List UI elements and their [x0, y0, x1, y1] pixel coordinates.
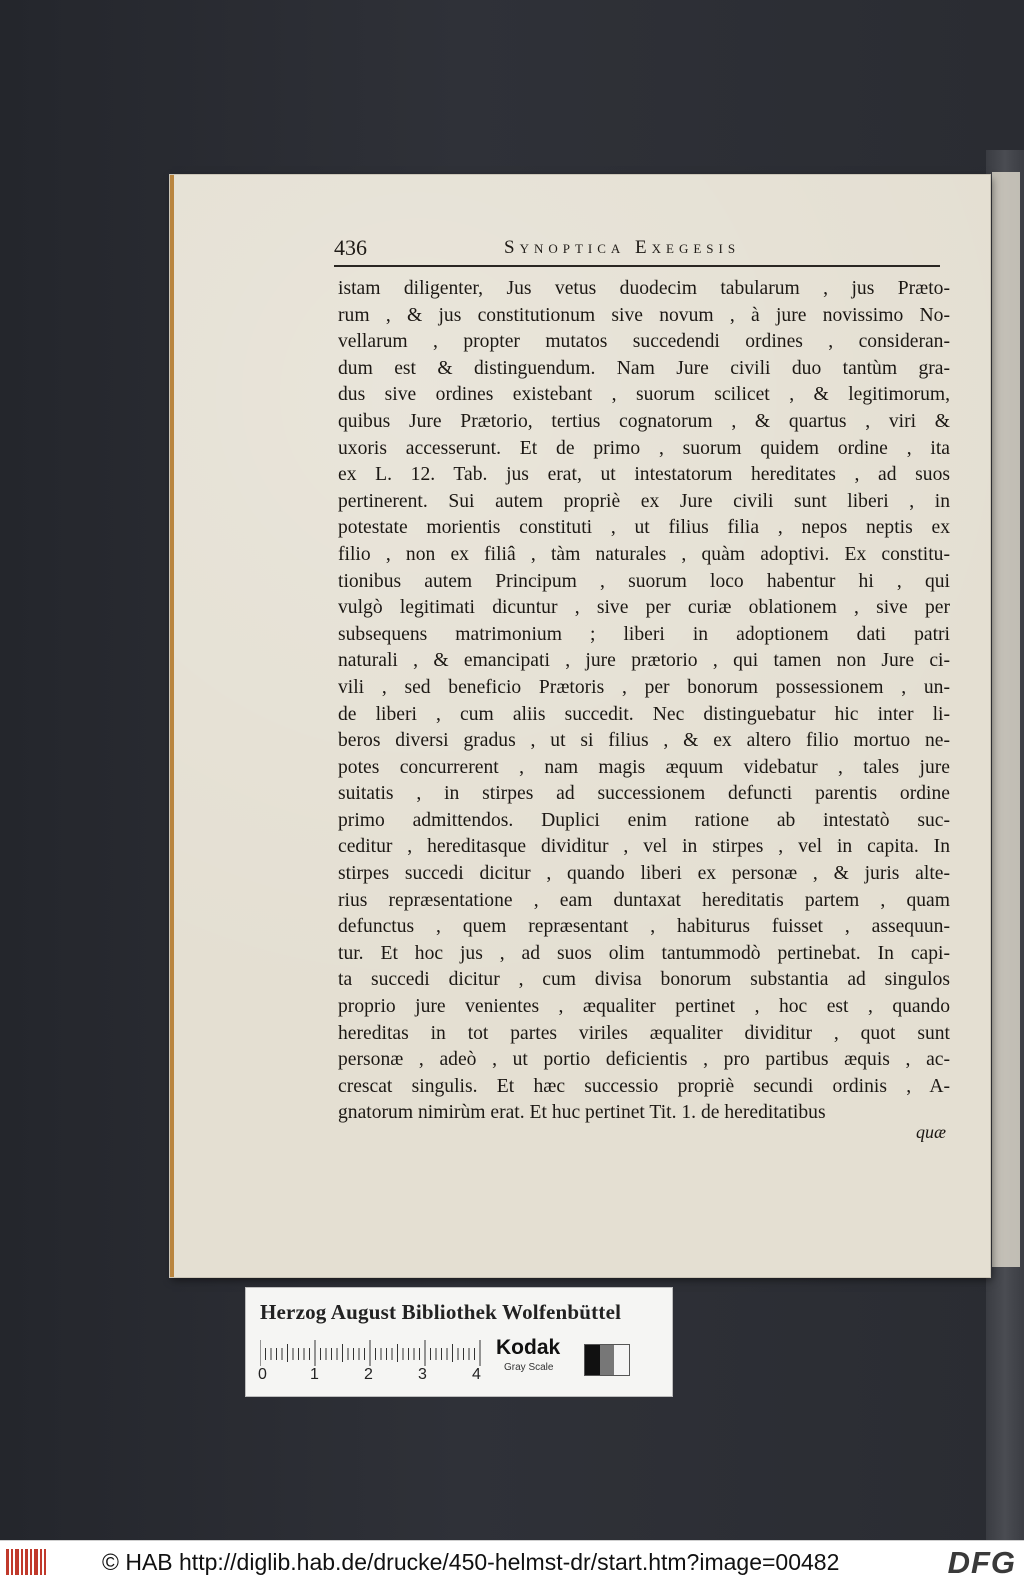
text-line: ex L. 12. Tab. jus erat, ut intestatorum hereditates , ad suos: [338, 464, 950, 486]
text-line: vellarum , propter mutatos succedendi ordines , consideran-: [338, 331, 950, 353]
text-line: ta succedi dicitur , cum divisa bonorum substantia ad singulos: [338, 969, 950, 991]
text-line: dum est & distinguendum. Nam Jure civili duo tantùm gra-: [338, 357, 950, 379]
ruler-numbers: [260, 1366, 520, 1386]
text-line: pertinerent. Sui autem propriè ex Jure civili sunt liberi , in: [338, 490, 950, 512]
ruler-number: 3: [418, 1366, 427, 1383]
text-line: filio , non ex filiâ , tàm naturales , quàm adoptivi. Ex constitu-: [338, 543, 950, 565]
text-line: gnatorum nimirùm erat. Et huc pertinet Tit. 1. de hereditatibus: [338, 1102, 826, 1124]
running-head: [334, 235, 940, 267]
ruler-number: 2: [364, 1366, 373, 1383]
text-line: naturali , & emancipati , jure prætorio , qui tamen non Jure ci-: [338, 650, 950, 672]
dfg-logo: DFG: [947, 1545, 1016, 1580]
text-line: uxoris accesserunt. Et de primo , suorum quidem ordine , ita: [338, 437, 950, 459]
facing-page-strip: [992, 172, 1020, 1267]
text-line: personæ , adeò , ut portio deficientis , pro partibus æquis , ac-: [338, 1049, 950, 1071]
text-line: defunctus , quem repræsentant , habiturus fuisset , assequun-: [338, 916, 950, 938]
ruler-number: 0: [258, 1366, 267, 1383]
text-line: hereditas in tot partes viriles æqualiter dividitur , quot sunt: [338, 1022, 950, 1044]
footer-bar: [0, 1540, 1024, 1583]
text-line: dus sive ordines existebant , suorum scilicet , & legitimorum,: [338, 384, 950, 406]
page-number: 436: [334, 235, 367, 260]
kodak-logo: Kodak: [496, 1336, 561, 1359]
text-line: suitatis , in stirpes ad successionem defuncti parentis ordine: [338, 783, 950, 805]
ruler-number: 1: [310, 1366, 319, 1383]
text-line: vili , sed beneficio Prætoris , per bonorum possessionem , un-: [338, 676, 950, 698]
text-line: beros diversi gradus , ut si filius , & ex altero filio mortuo ne-: [338, 730, 950, 752]
text-line: proprio jure venientes , æqualiter pertinet , hoc est , quando: [338, 996, 950, 1018]
text-line: istam diligenter, Jus vetus duodecim tabularum , jus Præto-: [338, 278, 950, 299]
gray-scale-patch: [584, 1344, 630, 1376]
text-line: rius repræsentatione , eam duntaxat hereditatis partem , quam: [338, 889, 950, 911]
hab-logo-icon: [6, 1547, 46, 1577]
text-line: subsequens matrimonium ; liberi in adoptionem dati patri: [338, 623, 950, 645]
copyright-url[interactable]: © HAB http://diglib.hab.de/drucke/450-helmst-dr/start.htm?image=00482: [102, 1549, 840, 1575]
running-head-title: Synoptica Exegesis: [504, 237, 741, 258]
body-text: [338, 276, 950, 1127]
catchword: quæ: [915, 1122, 946, 1142]
text-line: tur. Et hoc jus , ad suos olim tantummodò pertinebat. In capi-: [338, 942, 950, 964]
ruler-scale: [260, 1340, 482, 1366]
gray-scale-label: Gray Scale: [504, 1362, 554, 1373]
text-line: primo admittendos. Duplici enim ratione ab intestatò suc-: [338, 809, 950, 831]
book-page: [170, 175, 990, 1277]
text-line: rum , & jus constitutionum sive novum , à jure novissimo No-: [338, 304, 950, 326]
library-name: Herzog August Bibliothek Wolfenbüttel: [260, 1300, 622, 1324]
text-line: de liberi , cum aliis succedit. Nec distinguebatur hic inter li-: [338, 703, 950, 725]
text-line: crescat singulis. Et hæc successio propriè secundi ordinis , A-: [338, 1075, 950, 1097]
text-line: potestate morientis constituti , ut filius filia , nepos neptis ex: [338, 517, 950, 539]
color-calibration-card: [246, 1288, 672, 1396]
text-line: stirpes succedi dicitur , quando liberi ex personæ , & juris alte-: [338, 863, 950, 885]
text-line: vulgò legitimati dicuntur , sive per curiæ oblationem , sive per: [338, 597, 950, 619]
text-line: quibus Jure Prætorio, tertius cognatorum , & quartus , viri &: [338, 410, 950, 432]
ruler-number: 4: [472, 1366, 481, 1383]
text-line: ceditur , hereditasque dividitur , vel in stirpes , vel in capita. In: [338, 836, 950, 858]
text-line: tionibus autem Principum , suorum loco habentur hi , qui: [338, 570, 950, 592]
text-line: potes concurrerent , nam magis æquum videbatur , tales jure: [338, 756, 950, 778]
